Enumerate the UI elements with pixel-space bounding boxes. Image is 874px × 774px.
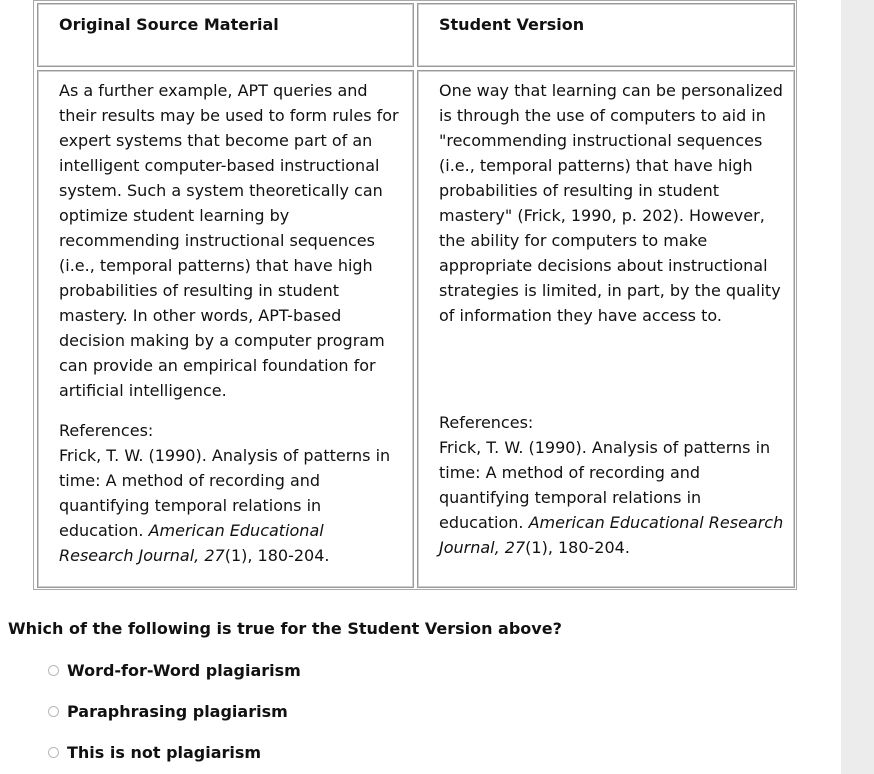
option-word-for-word[interactable] <box>48 659 301 681</box>
original-header-cell <box>37 3 414 67</box>
reference-citation: Frick, T. W. (1990). Analysis of patterns in time: A method of recording and quantifying temporal relations in education. <box>439 438 771 532</box>
reference-citation: Frick, T. W. (1990). Analysis of patterns in time: A method of recording and quantifying temporal relations in education. <box>59 446 391 540</box>
option-label[interactable]: This is not plagiarism <box>67 742 262 762</box>
option-not-plagiarism[interactable] <box>48 741 261 763</box>
question-text: Which of the following is true for the Student Version above? <box>8 619 562 638</box>
reference-journal: American Educational Research Journal, 27 <box>439 513 784 557</box>
original-body-cell <box>37 70 414 588</box>
radio-button[interactable] <box>48 665 59 676</box>
original-header: Original Source Material <box>59 15 279 34</box>
references-label: References: <box>439 413 534 432</box>
option-label[interactable]: Paraphrasing plagiarism <box>67 701 288 721</box>
reference-pages: (1), 180-204. <box>224 546 330 565</box>
radio-button[interactable] <box>48 706 59 717</box>
student-header: Student Version <box>439 15 585 34</box>
original-references <box>59 418 399 568</box>
student-references <box>439 410 784 560</box>
references-label: References: <box>59 421 154 440</box>
scrollbar-track[interactable] <box>841 0 874 774</box>
original-text: As a further example, APT queries and their results may be used to form rules for expert systems that become part of an intelligent computer-based instructional system. Such a system theoretically can optimize student learning by recommending instructional sequences (i.e., temporal patterns) that have high probabilities of resulting in student mastery. In other words, APT-based decision making by a computer program can provide an empirical foundation for artificial intelligence. <box>59 81 399 400</box>
option-label[interactable]: Word-for-Word plagiarism <box>67 660 301 680</box>
student-body-cell <box>417 70 795 588</box>
student-header-cell <box>417 3 795 67</box>
reference-journal: American Educational Research Journal, 27 <box>59 521 324 565</box>
radio-button[interactable] <box>48 747 59 758</box>
comparison-table <box>33 0 797 590</box>
reference-pages: (1), 180-204. <box>525 538 630 557</box>
option-paraphrasing[interactable] <box>48 700 288 722</box>
student-text: One way that learning can be personalized is through the use of computers to aid in "recommending instructional sequences (i.e., temporal patterns) that have high probabilities of resulting in student mastery" (Frick, 1990, p. 202). However, the ability for computers to make appropriate decisions about instructional strategies is limited, in part, by the quality of information they have access to. <box>439 81 783 325</box>
